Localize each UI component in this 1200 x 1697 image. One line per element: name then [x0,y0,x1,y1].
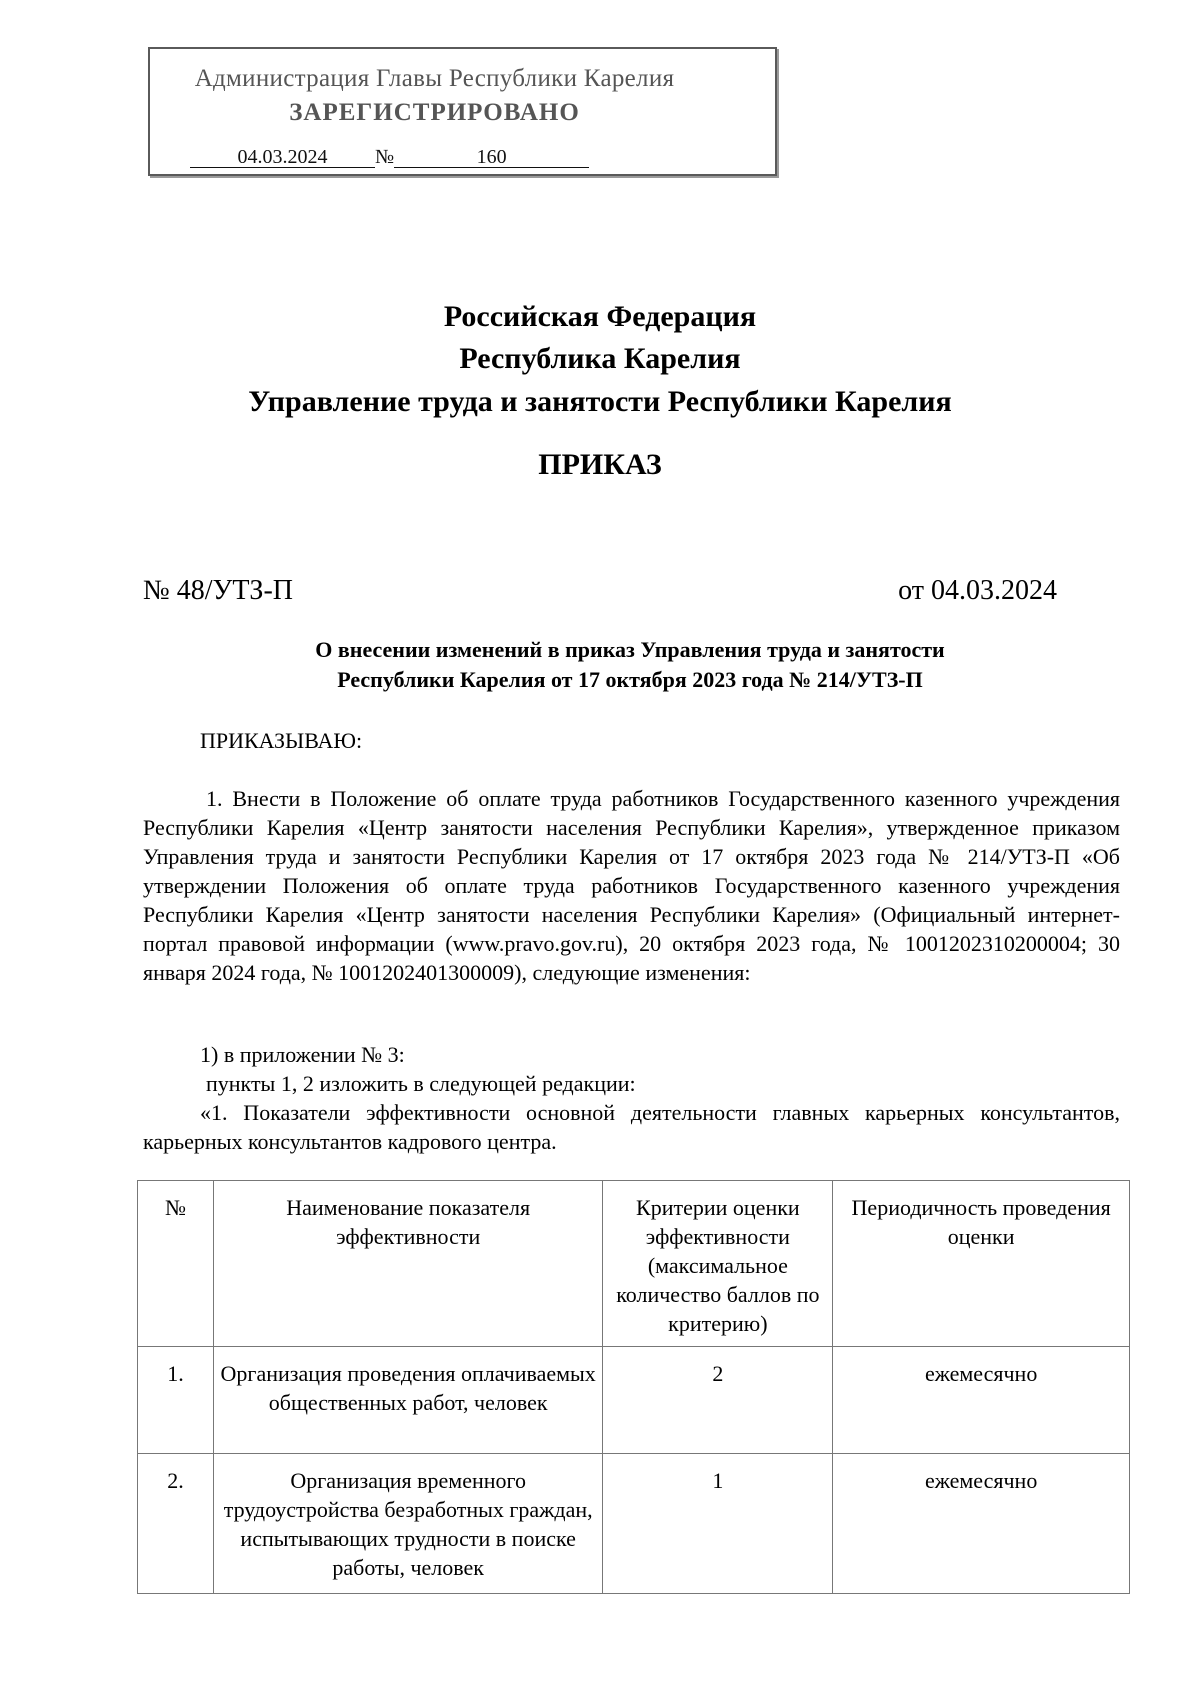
paragraph-1: 1. Внести в Положение об оплате труда работников Государственного казенного учреждения Республики Карелия «Центр занятости населения Республики Карелия», утвержденное приказом Управления труда и занятости Республики Карелия от 17 октября 2023 года № 214/УТЗ-П «Об утверждении Положения об оплате труда работников Государственного казенного учреждения Республики Карелия «Центр занятости населения Республики Карелия» (Официальный интернет-портал правовой информации (www.pravo.gov.ru), 20 октября 2023 года, № 1001202310200004; 30 января 2024 года, № 1001202401300009), следующие изменения: [143,786,1120,985]
table-cell-num: 2. [138,1454,214,1594]
order-subject-line1: О внесении изменений в приказ Управления труда и занятости [315,637,945,662]
header-country: Российская Федерация [443,300,757,333]
order-word: ПРИКАЗЫВАЮ: [200,728,363,753]
table-header-criteria: Критерии оценки эффективности (максимальное количество баллов по критерию) [603,1181,833,1347]
table-cell-name: Организация проведения оплачиваемых общественных работ, человек [213,1347,603,1454]
table-header-period: Периодичность проведения оценки [833,1181,1130,1347]
list-item-3: «1. Показатели эффективности основной деятельности главных карьерных консультантов, карьерных консультантов кадрового центра. [143,1100,1120,1154]
stamp-number: 160 [394,147,589,168]
registration-stamp [148,47,777,176]
indicators-table [137,1180,1130,1594]
table-cell-score: 1 [603,1454,833,1594]
doc-type: ПРИКАЗ [538,448,662,481]
stamp-status: ЗАРЕГИСТРИРОВАНО [289,99,580,126]
stamp-date: 04.03.2024 [190,147,375,168]
stamp-registration-line [190,146,589,169]
stamp-org: Администрация Главы Республики Карелия [194,65,675,92]
order-subject-line2: Республики Карелия от 17 октября 2023 года № 214/УТЗ-П [337,667,923,692]
table-row [138,1347,1130,1454]
table-cell-period: ежемесячно [833,1347,1130,1454]
table-header-name: Наименование показателя эффективности [213,1181,603,1347]
table-cell-num: 1. [138,1347,214,1454]
list-item-2: пункты 1, 2 изложить в следующей редакции: [206,1071,636,1096]
stamp-number-sign: № [375,146,395,168]
order-number: № 48/УТЗ-П [143,575,293,606]
table-row [138,1454,1130,1594]
table-cell-name: Организация временного трудоустройства безработных граждан, испытывающих трудности в поиске работы, человек [213,1454,603,1594]
table-header-row [138,1181,1130,1347]
table-header-num: № [138,1181,214,1347]
list-item-1: 1) в приложении № 3: [200,1042,405,1067]
table-cell-score: 2 [603,1347,833,1454]
order-date: от 04.03.2024 [898,575,1057,606]
table-cell-period: ежемесячно [833,1454,1130,1594]
header-agency: Управление труда и занятости Республики Карелия [248,385,952,418]
header-region: Республика Карелия [459,342,741,375]
